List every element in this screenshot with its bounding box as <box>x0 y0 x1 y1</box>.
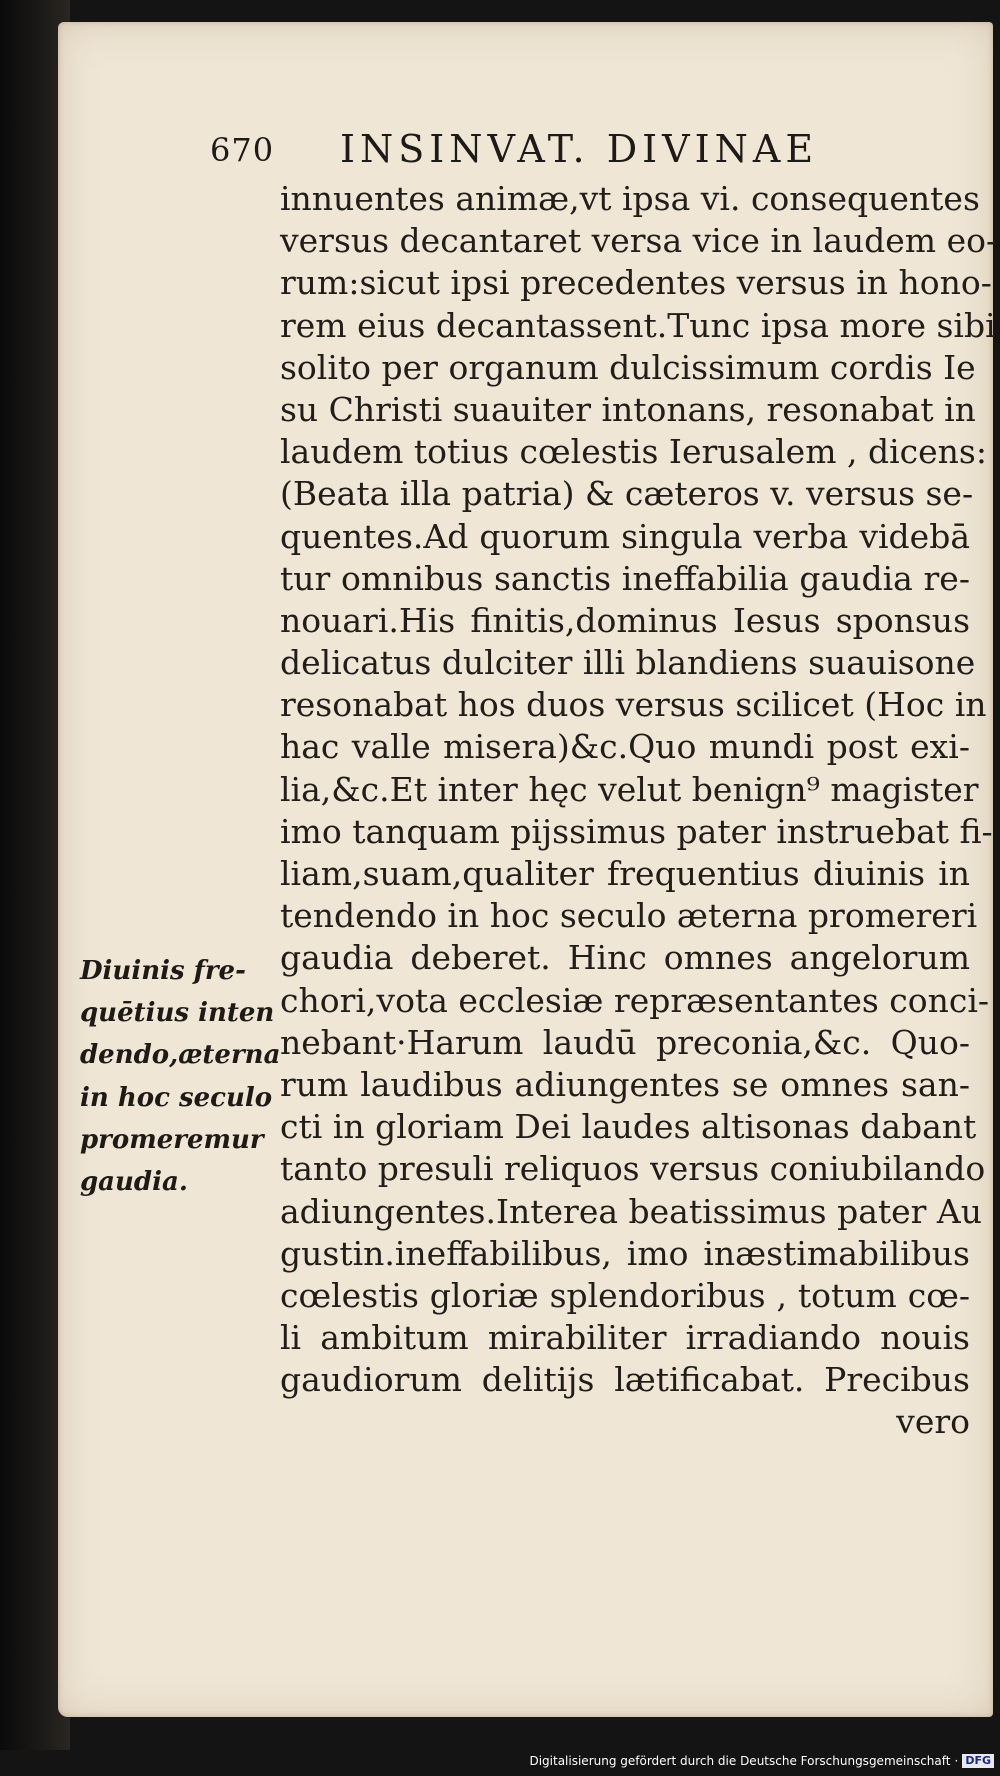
text-line: gaudiorum delitijs lætificabat. Precibus <box>280 1360 970 1400</box>
text-line: lia,&c.Et inter hęc velut benign⁹ magister <box>280 769 979 809</box>
text-line: resonabat hos duos versus scilicet (Hoc in <box>280 685 987 725</box>
running-head: INSINVAT. DIVINAE <box>340 127 819 171</box>
page-header <box>210 127 970 175</box>
page-number: 670 <box>210 131 275 169</box>
text-line: versus decantaret versa vice in laudem eo- <box>280 221 998 261</box>
dfg-logo: DFG <box>962 1754 994 1768</box>
marginal-note-line: in hoc seculo <box>80 1082 273 1113</box>
marginal-note <box>80 950 280 1203</box>
catchword: vero <box>896 1402 970 1442</box>
text-line: quentes.Ad quorum singula verba videbā <box>280 516 970 556</box>
text-line: cti in gloriam Dei laudes altisonas dabant <box>280 1107 977 1147</box>
marginal-note-line: quētius inten <box>80 998 275 1029</box>
digitization-credit: Digitalisierung gefördert durch die Deutsche Forschungsgemeinschaft <box>529 1754 951 1768</box>
text-line: adiungentes.Interea beatissimus pater Au <box>280 1191 983 1231</box>
marginal-note-line: Diuinis fre- <box>80 956 246 986</box>
text-line: rum:sicut ipsi precedentes versus in hono- <box>280 263 992 303</box>
text-line: nebant·Harum laudū preconia,&c. Quo- <box>280 1022 970 1062</box>
digitization-footer: Digitalisierung gefördert durch die Deutsche Forschungsgemeinschaft · DFG <box>529 1752 994 1770</box>
text-line: li ambitum mirabiliter irradiando nouis <box>280 1318 970 1358</box>
text-line: solito per organum dulcissimum cordis Ie <box>280 347 976 387</box>
body-text <box>280 178 998 1444</box>
text-line: su Christi suauiter intonans, resonabat in <box>280 389 976 429</box>
text-line: gaudia deberet. Hinc omnes angelorum <box>280 938 970 978</box>
text-line: chori,vota ecclesiæ repræsentantes conci- <box>280 980 990 1020</box>
text-line: imo tanquam pijssimus pater instruebat fi- <box>280 811 993 851</box>
marginal-note-line: promeremur <box>80 1124 264 1155</box>
text-line: hac valle misera)&c.Quo mundi post exi- <box>280 727 970 767</box>
text-line: rem eius decantassent.Tunc ipsa more sibi <box>280 305 996 345</box>
text-line: delicatus dulciter illi blandiens suauisone <box>280 643 976 683</box>
text-line: laudem totius cœlestis Ierusalem , dicens: <box>280 432 987 472</box>
marginal-note-line: dendo,æterna <box>80 1040 281 1071</box>
text-line: cœlestis gloriæ splendoribus , totum cœ- <box>280 1275 970 1315</box>
text-line: liam,suam,qualiter frequentius diuinis in <box>280 854 970 893</box>
text-line: innuentes animæ,vt ipsa vi. consequentes <box>280 179 980 218</box>
text-line: tur omnibus sanctis ineffabilia gaudia re- <box>280 558 970 598</box>
text-line: rum laudibus adiungentes se omnes san- <box>280 1064 970 1104</box>
text-line: (Beata illa patria) & cæteros v. versus se- <box>280 474 974 514</box>
text-line: tendendo in hoc seculo æterna promereri <box>280 896 978 936</box>
text-line: nouari.His finitis,dominus Iesus sponsus <box>280 600 970 640</box>
text-line: tanto presuli reliquos versus coniubilando <box>280 1149 986 1189</box>
marginal-note-line: gaudia. <box>80 1166 188 1197</box>
text-line: gustin.ineffabilibus, imo inæstimabilibus <box>280 1233 970 1273</box>
